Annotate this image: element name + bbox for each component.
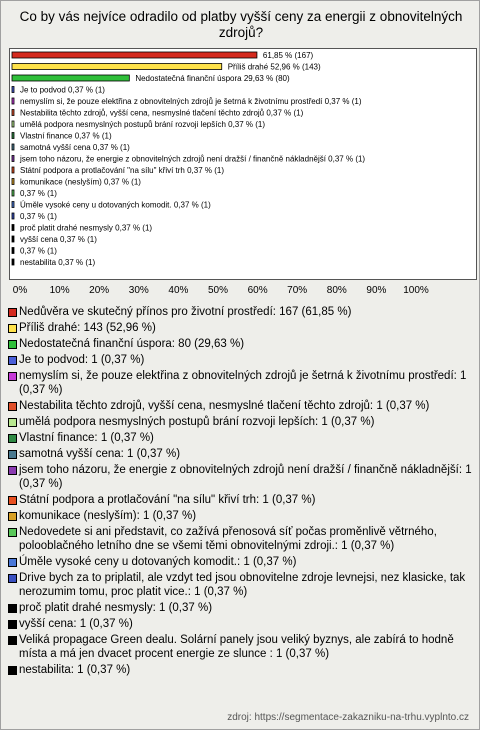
legend-label: Úměle vysoké ceny u dotovaných komodit.: 1 (0,37 %) [19,556,297,568]
legend-label: jsem toho názoru, že energie z obnovitelných zdrojů není dražší / finančně nákladnější: 1 (0,37 %) [19,464,472,490]
legend-label: samotná vyšší cena: 1 (0,37 %) [19,448,181,460]
bar-18 [12,259,14,265]
legend-label: proč platit drahé nesmysly: 1 (0,37 %) [19,602,213,614]
bar-2 [12,75,129,81]
legend-item [7,305,475,319]
legend-label: Vlastní finance: 1 (0,37 %) [19,432,154,444]
legend-swatch [8,402,17,411]
bar-16 [12,236,14,242]
x-tick-label: 80% [326,285,347,296]
x-tick-label: 60% [247,285,268,296]
legend-label: vyšší cena: 1 (0,37 %) [19,618,133,630]
bar-label-10: Státní podpora a protlačování "na sílu" křiví trh 0,37 % (1) [20,166,225,175]
bar-label-1: Příliš drahé 52,96 % (143) [227,62,321,72]
bar-label-0: 61,85 % (167) [262,51,314,60]
source-note: zdroj: https://segmentace-zakazniku-na-trhu.vyplnto.cz [227,712,469,723]
legend-swatch [8,558,17,567]
legend-label: Je to podvod: 1 (0,37 %) [19,354,145,366]
legend-swatch [8,372,17,381]
bar-3 [12,87,14,93]
legend-swatch [8,356,17,365]
legend-item [7,555,475,569]
legend-swatch [8,496,17,505]
legend-label: Veliká propagace Green dealu. Solární panely jsou veliký byznys, ale zabírá to hodně místa a má jen dvacet procent energie ze slunce : 1 (0,37 %) [19,634,454,660]
legend-item [7,447,475,461]
legend-item [7,369,475,397]
bar-label-3: Je to podvod 0,37 % (1) [20,85,105,95]
x-axis-ticks [1,285,480,299]
bar-label-5: Nestabilita těchto zdrojů, vyšší cena, nesmyslné tlačení těchto zdrojů 0,37 % (1) [20,108,304,118]
bar-0 [12,52,257,58]
legend-label: Státní podpora a protlačování "na sílu" křiví trh: 1 (0,37 %) [19,494,316,506]
legend-label: Nedostatečná finanční úspora: 80 (29,63 %) [19,338,245,350]
legend-item [7,617,475,631]
legend-swatch [8,434,17,443]
legend-item [7,337,475,351]
bar-17 [12,248,14,254]
legend-swatch [8,340,17,349]
legend-item [7,463,475,491]
legend-item [7,601,475,615]
legend [7,305,475,679]
bar-4 [12,98,14,104]
legend-swatch [8,574,17,583]
legend-swatch [8,636,17,645]
bar-6 [12,121,14,127]
legend-label: Nedovedete si ani představit, co zažívá přenosová síť počas proměnlivě větrného, polooblačného letního dne se všemi těmi obnovitelnými zdroji.: 1 (0,37 %) [19,526,437,552]
legend-item [7,493,475,507]
legend-swatch [8,528,17,537]
bar-label-11: komunikace (neslyším) 0,37 % (1) [20,177,141,187]
legend-swatch [8,324,17,333]
legend-item [7,431,475,445]
bar-label-12: 0,37 % (1) [20,189,57,198]
legend-item [7,321,475,335]
bar-1 [12,64,222,70]
x-tick-label: 10% [49,285,70,296]
legend-item [7,353,475,367]
legend-swatch [8,604,17,613]
legend-label: umělá podpora nesmyslných postupů brání rozvoji lepších: 1 (0,37 %) [19,416,375,428]
legend-swatch [8,450,17,459]
legend-item [7,663,475,677]
x-tick-label: 20% [89,285,110,296]
legend-item [7,415,475,429]
bar-label-9: jsem toho názoru, že energie z obnovitelných zdrojů není dražší / finančně nákladnější 0,37 % (1) [20,154,366,164]
legend-label: Nestabilita těchto zdrojů, vyšší cena, nesmyslné tlačení těchto zdrojů: 1 (0,37 %) [19,400,430,412]
legend-swatch [8,620,17,629]
bar-5 [12,110,14,116]
legend-item [7,633,475,661]
bar-label-16: vyšší cena 0,37 % (1) [20,235,97,244]
bar-12 [12,190,14,196]
legend-label: nemyslím si, že pouze elektřina z obnovitelných zdrojů je šetrná k životnímu prostředí: 1 (0,37 %) [19,370,467,396]
legend-swatch [8,466,17,475]
bar-11 [12,179,14,185]
legend-swatch [8,308,17,317]
legend-swatch [8,666,17,675]
legend-item [7,399,475,413]
legend-swatch [8,512,17,521]
legend-label: nestabilita: 1 (0,37 %) [19,664,131,676]
x-tick-label: 40% [168,285,189,296]
bar-10 [12,167,14,173]
bar-13 [12,202,14,208]
x-tick-label: 30% [128,285,149,296]
bar-label-14: 0,37 % (1) [20,212,57,221]
x-tick-label: 100% [403,285,429,296]
x-tick-label: 0% [12,285,28,296]
bar-9 [12,156,14,162]
bar-15 [12,225,14,231]
bar-label-6: umělá podpora nesmyslných postupů brání rozvoji lepších 0,37 % (1) [20,120,266,129]
bar-chart-svg [10,49,476,279]
legend-item [7,571,475,599]
x-tick-label: 90% [366,285,387,296]
bar-label-17: 0,37 % (1) [20,246,57,256]
plot-area [9,48,477,280]
bar-label-15: proč platit drahé nesmysly 0,37 % (1) [20,223,153,233]
bar-8 [12,144,14,150]
x-tick-label: 70% [287,285,308,296]
bar-label-13: Úměle vysoké ceny u dotovaných komodit. 0,37 % (1) [20,200,211,210]
bar-label-2: Nedostatečná finanční úspora 29,63 % (80) [135,74,290,83]
bar-label-4: nemyslím si, že pouze elektřina z obnovitelných zdrojů je šetrná k životnímu prostředí 0,37 % (1) [20,97,362,106]
bar-14 [12,213,14,219]
legend-label: Drive bych za to priplatil, ale vzdyt ted jsou obnovitelne zdroje levnejsi, nez klasicke, tak nerozumim tomu, proc platit vice.: 1 (0,37 %) [19,572,466,598]
legend-swatch [8,418,17,427]
bar-label-8: samotná vyšší cena 0,37 % (1) [20,143,130,152]
bar-label-7: Vlastní finance 0,37 % (1) [20,131,112,141]
chart-title: Co by vás nejvíce odradilo od platby vyšší ceny za energii z obnovitelných zdrojů? [19,9,463,40]
legend-item [7,509,475,523]
legend-label: Příliš drahé: 143 (52,96 %) [19,322,156,334]
legend-item [7,525,475,553]
legend-label: komunikace (neslyším): 1 (0,37 %) [19,510,197,522]
x-tick-label: 50% [207,285,229,296]
bar-label-18: nestabilita 0,37 % (1) [20,258,96,267]
bar-7 [12,133,14,139]
legend-label: Nedůvěra ve skutečný přínos pro životní prostředí: 167 (61,85 %) [19,306,352,318]
